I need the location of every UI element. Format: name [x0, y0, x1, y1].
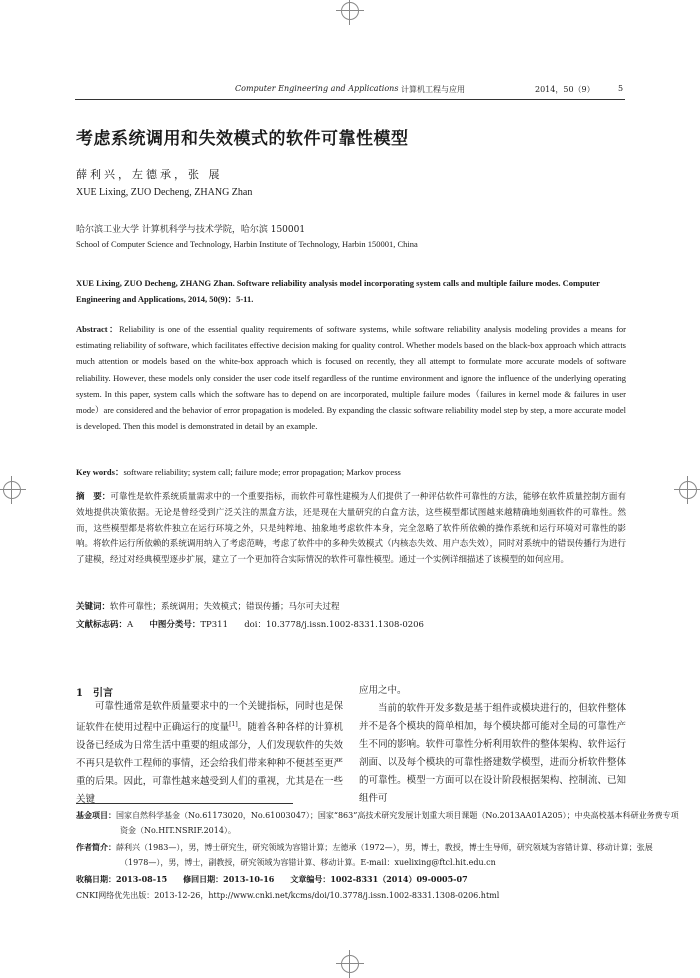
header-rule — [75, 99, 625, 100]
doc-code-label: 文献标志码： — [76, 620, 128, 630]
doc-code-value: A — [127, 620, 134, 630]
citation: XUE Lixing, ZUO Decheng, ZHANG Zhan. Software reliability analysis model incorporating system calls and multiple failure modes. Computer Engineering and Applications, 2014, 50(9)：5-11. — [76, 278, 600, 304]
abstract-en — [76, 321, 626, 434]
document-codes — [76, 618, 424, 630]
footnote-authors — [76, 840, 680, 870]
abstract-en-text: Reliability is one of the essential quality requirements of software systems, while software reliability analysis modeling provides a means for estimating reliability of software, which facilitates effective decision making for quality control. Whether models based on the black-box approach which attracts much attention or models based on the white-box approach which is focused on recently, they all attempt to formulate more accurate models of software reliability. However, these models only consider the user code itself regardless of the runtime environment and ignore the influence of the underlying operating system. In this paper, system calls which the software has to depend on are incorporated, multiple failure modes（failures in kernel mode & failures in user mode）are considered and the behavior of error propagation is modeled. By expanding the classic software reliability model step by step, a more accurate model is developed. Then this model is demonstrated in detail by an example. — [76, 324, 626, 432]
doi: doi：10.3778/j.issn.1002-8331.1308-0206 — [244, 620, 424, 630]
footnote-fund — [76, 808, 680, 838]
section-heading-introduction: 1 引言 — [76, 688, 113, 699]
registration-mark-top — [341, 2, 359, 20]
registration-mark-bottom — [341, 955, 359, 973]
abstract-cn — [76, 490, 626, 569]
author-bio-text: 薛利兴（1983—），男，博士研究生，研究领域为容错计算；左德承（1972—），男，博士，教授，博士生导师，研究领域为容错计算、移动计算；张展（1978—），男，博士，副教授，研究领域为容错计算、移动计算。E-mail：xuelixing@ftcl.hit.edu.cn — [116, 843, 653, 867]
abstract-en-label: Abstract： — [76, 324, 120, 334]
authors-en: XUE Lixing, ZUO Decheng, ZHANG Zhan — [76, 187, 253, 198]
fund-text: 国家自然科学基金（No.61173020，No.61003047）；国家“863”高技术研究发展计划重大项目课题（No.2013AA01A205）；中央高校基本科研业务费专项资金（No.HIT.NSRIF.2014）。 — [116, 811, 679, 835]
abstract-cn-text: 可靠性是软件系统质量需求中的一个重要指标，而软件可靠性建模为人们提供了一种评估软件可靠性的方法，能够在软件质量控制方面有效地提供决策依据。无论是曾经受到广泛关注的黑盒方法，还是现在大量研究的白盒方法，这些模型都试图越来越精确地刻画软件的可靠性。然而，这些模型都是将软件独立在运行环境之外，只是纯粹地、抽象地考虑软件本身，完全忽略了软件所依赖的操作系统和运行环境对可靠性的影响。将软件运行所依赖的系统调用纳入了考虑范畴，考虑了软件中的多种失效模式（内核态失效、用户态失效），同时对系统中的错误传播行为进行了建模，经过对经典模型逐步扩展，建立了一个更加符合实际情况的软件可靠性模型。通过一个实例详细描述了该模型的如何应用。 — [76, 492, 626, 566]
footnote-cnki: CNKI网络优先出版：2013-12-26，http://www.cnki.net/kcms/doi/10.3778/j.issn.1002-8331.1308-0206.html — [76, 891, 500, 900]
affiliation-cn: 哈尔滨工业大学 计算机科学与技术学院，哈尔滨 150001 — [76, 225, 306, 235]
header-journal-cn: 计算机工程与应用 — [401, 85, 465, 94]
col1-text-2: 。随着各种各样的计算机设备已经成为日常生活中重要的组成部分，人们发现软件的失效不再只是软件工程师的事情，还会给我们带来种种不便甚至更严重的后果。因此，可靠性越来越受到人们的重视，尤其是在一些关键 — [76, 722, 343, 806]
keywords-en — [76, 466, 626, 478]
header-page-number: 5 — [618, 84, 624, 93]
footnote-dates: 收稿日期：2013-08-15 修回日期：2013-10-16 文章编号：1002-8331（2014）09-0005-07 — [76, 874, 468, 884]
fund-label: 基金项目： — [76, 810, 116, 820]
paper-title: 考虑系统调用和失效模式的软件可靠性模型 — [76, 129, 409, 149]
col2-paragraph-1: 应用之中。 — [359, 685, 407, 696]
author-bio-label: 作者简介： — [76, 842, 116, 852]
registration-mark-right — [679, 481, 697, 499]
header-journal-en: Computer Engineering and Applications — [235, 84, 399, 93]
body-column-left — [76, 698, 343, 809]
keywords-en-label: Key words： — [76, 467, 124, 477]
col2-paragraph-2: 当前的软件开发多数是基于组件或模块进行的，但软件整体并不是各个模块的简单相加，每个模块都可能对全局的可靠性产生不同的影响。软件可靠性分析利用软件的整体架构、软件运行剖面、以及每个模块的可靠性搭建数学模型，进而分析软件整体的可靠性。模型一方面可以在设计阶段根据架构、控制流、已知组件可 — [359, 703, 626, 804]
header-issue: 2014，50（9） — [535, 85, 595, 94]
citation-ref: [1] — [229, 721, 238, 728]
registration-mark-left — [3, 481, 21, 499]
footnote-rule — [76, 803, 293, 804]
abstract-cn-label: 摘 要： — [76, 492, 111, 502]
clc-label: 中图分类号： — [149, 620, 201, 630]
body-column-right — [359, 682, 626, 808]
authors-cn: 薛利兴，左德承，张 展 — [76, 168, 223, 181]
col1-text: 可靠性通常是软件质量要求中的一个关键指标，同时也是保证软件在使用过程中正确运行的度量 — [76, 701, 343, 734]
affiliation-en: School of Computer Science and Technology, Harbin Institute of Technology, Harbin 150001, China — [76, 239, 418, 249]
keywords-cn-label: 关键词： — [76, 602, 111, 612]
keywords-cn-text: 软件可靠性；系统调用；失效模式；错误传播；马尔可夫过程 — [110, 602, 340, 612]
clc-value: TP311 — [200, 620, 229, 630]
keywords-en-text: software reliability; system call; failure mode; error propagation; Markov process — [123, 467, 401, 477]
keywords-cn — [76, 600, 340, 612]
